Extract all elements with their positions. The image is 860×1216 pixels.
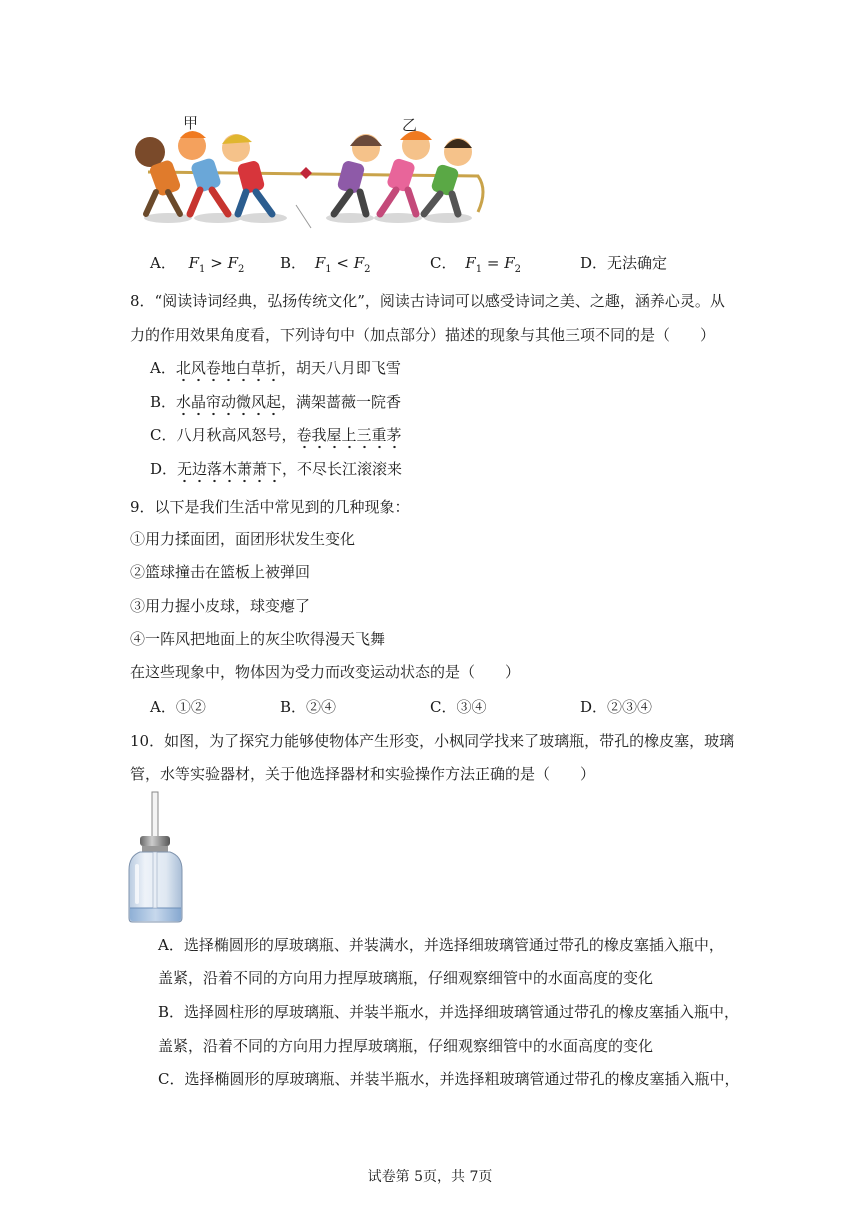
q10-option-a-line2: 盖紧，沿着不同的方向用力捏厚玻璃瓶，仔细观察细管中的水面高度的变化: [158, 969, 654, 987]
q10-option-c-line1[interactable]: C．选择椭圆形的厚玻璃瓶、并装半瓶水，并选择粗玻璃管通过带孔的橡皮塞插入瓶中，: [158, 1070, 740, 1088]
q9-option-b[interactable]: B．②④: [280, 698, 337, 716]
q9-stem: 9．以下是我们生活中常见到的几种现象：: [130, 498, 410, 516]
tug-of-war-illustration: [128, 110, 490, 238]
q8-option-b[interactable]: B．水晶帘动微风起，满架蔷薇一院香: [150, 392, 401, 412]
tug-of-war-figure: [128, 110, 490, 238]
q9-option-a[interactable]: A．①②: [150, 698, 206, 716]
dotted-phrase: 无边落木萧萧下: [177, 460, 282, 483]
dotted-phrase: 北风卷地白草折: [176, 359, 281, 382]
q7-option-d[interactable]: [580, 253, 667, 273]
page-footer: 试卷第 5页，共 7页: [367, 1169, 493, 1185]
q10-option-b-line2: 盖紧，沿着不同的方向用力捏厚玻璃瓶，仔细观察细管中的水面高度的变化: [158, 1037, 654, 1055]
option-letter: B．: [280, 254, 307, 272]
q8-stem-line1: 8．“阅读诗词经典，弘扬传统文化”，阅读古诗词可以感受诗词之美、之趣，涵养心灵。从: [130, 292, 725, 310]
dotted-phrase: 水晶帘动微风起: [176, 393, 281, 416]
q9-item-4: ④一阵风把地面上的灰尘吹得漫天飞舞: [130, 630, 386, 648]
glass-bottle-figure: [128, 790, 184, 924]
q9-question: 在这些现象中，物体因为受力而改变运动状态的是（ ）: [130, 663, 521, 681]
q9-item-2: ②篮球撞击在篮板上被弹回: [130, 563, 311, 581]
option-letter: D．: [580, 254, 608, 272]
q8-option-a[interactable]: A．北风卷地白草折，胡天八月即飞雪: [150, 358, 401, 378]
team-label-left: 甲: [183, 114, 199, 132]
q10-option-a-line1[interactable]: A．选择椭圆形的厚玻璃瓶、并装满水，并选择细玻璃管通过带孔的橡皮塞插入瓶中，: [158, 936, 724, 954]
option-letter: A．: [150, 254, 176, 272]
q9-option-c[interactable]: C．③④: [430, 698, 487, 716]
option-letter: C．: [430, 254, 457, 272]
formula-c: $F_1 = F_2$: [465, 254, 521, 275]
formula-a: $F_1 > F_2$: [188, 254, 245, 275]
q7-option-c[interactable]: [430, 253, 521, 280]
q10-option-b-line1[interactable]: B．选择圆柱形的厚玻璃瓶、并装半瓶水，并选择细玻璃管通过带孔的橡皮塞插入瓶中，: [158, 1003, 740, 1021]
glass-bottle-illustration: [128, 790, 184, 924]
q8-option-c[interactable]: C．八月秋高风怒号，卷我屋上三重茅: [150, 425, 402, 445]
option-text: 无法确定: [607, 254, 668, 272]
q8-option-d[interactable]: D．无边落木萧萧下，不尽长江滚滚来: [150, 459, 402, 479]
q9-item-1: ①用力揉面团，面团形状发生变化: [130, 530, 356, 548]
dotted-phrase: 卷我屋上三重茅: [297, 426, 402, 449]
q8-stem-line2: 力的作用效果角度看，下列诗句中（加点部分）描述的现象与其他三项不同的是（ ）: [130, 326, 716, 344]
q9-option-d[interactable]: D．②③④: [580, 698, 653, 716]
q10-stem-line1: 10．如图，为了探究力能够使物体产生形变，小枫同学找来了玻璃瓶，带孔的橡皮塞，玻璃: [130, 732, 735, 750]
q10-stem-line2: 管，水等实验器材，关于他选择器材和实验操作方法正确的是（ ）: [130, 765, 596, 783]
team-label-right: 乙: [402, 116, 418, 134]
q9-item-3: ③用力握小皮球，球变瘪了: [130, 597, 311, 615]
q7-option-a[interactable]: [150, 253, 244, 280]
q7-option-b[interactable]: [280, 253, 371, 280]
formula-b: $F_1 < F_2$: [314, 254, 371, 275]
